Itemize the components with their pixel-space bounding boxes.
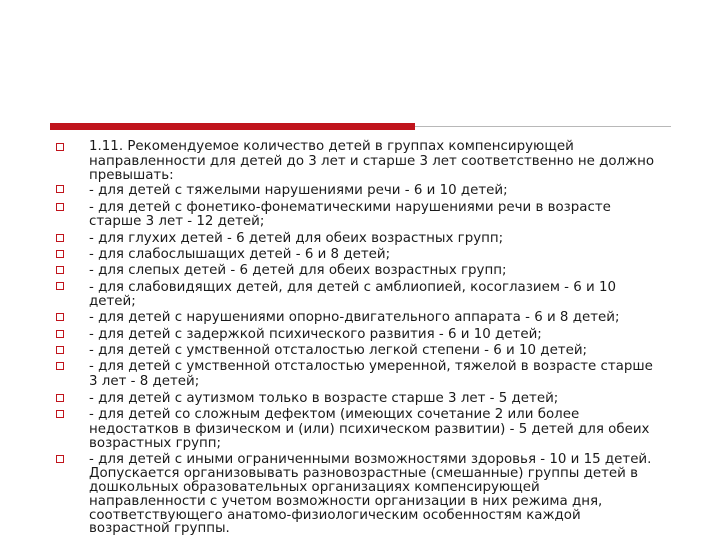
text-line: 1.11. Рекомендуемое количество детей в группах компенсирующей <box>89 139 574 154</box>
text-line: возрастной группы. <box>89 521 230 536</box>
text-line: - для детей с умственной отсталостью легкой степени - 6 и 10 детей; <box>89 343 588 358</box>
square-bullet-icon <box>56 455 64 463</box>
text-line: недостатков в физическом и (или) психическом развитии) - 5 детей для обеих <box>89 422 650 437</box>
text-line: - для детей с нарушениями опорно-двигательного аппарата - 6 и 8 детей; <box>89 310 620 325</box>
text-line: направленности для детей до 3 лет и старше 3 лет соответственно не должно <box>89 154 655 169</box>
square-bullet-icon <box>56 346 64 354</box>
text-line: соответствующего анатомо-физиологическим особенностям каждой <box>89 508 581 523</box>
text-line: - для детей со сложным дефектом (имеющих сочетание 2 или более <box>89 407 580 422</box>
text-line: 3 лет - 8 детей; <box>89 374 200 389</box>
square-bullet-icon <box>56 234 64 242</box>
text-line: - для детей с фонетико-фонематическими нарушениями речи в возрасте <box>89 200 611 215</box>
square-bullet-icon <box>56 203 64 211</box>
text-line: - для детей с аутизмом только в возрасте старше 3 лет - 5 детей; <box>89 391 559 406</box>
text-line: превышать: <box>89 168 174 183</box>
text-line: возрастных групп; <box>89 436 222 451</box>
text-line: дошкольных образовательных организациях компенсирующей <box>89 480 540 495</box>
text-line: - для слабовидящих детей, для детей с амблиопией, косоглазием - 6 и 10 <box>89 280 617 295</box>
text-line: - для слабослышащих детей - 6 и 8 детей; <box>89 247 391 262</box>
square-bullet-icon <box>56 394 64 402</box>
text-line: направленности с учетом возможности организации в них режима дня, <box>89 494 603 509</box>
square-bullet-icon <box>56 143 64 151</box>
text-line: - для детей с задержкой психического развития - 6 и 10 детей; <box>89 327 542 342</box>
text-line: - для детей с умственной отсталостью умеренной, тяжелой в возрасте старше <box>89 359 653 374</box>
square-bullet-icon <box>56 266 64 274</box>
square-bullet-icon <box>56 250 64 258</box>
text-line: старше 3 лет - 12 детей; <box>89 214 265 229</box>
square-bullet-icon <box>56 362 64 370</box>
square-bullet-icon <box>56 313 64 321</box>
text-line: - для детей с тяжелыми нарушениями речи - 6 и 10 детей; <box>89 183 508 198</box>
text-line: - для глухих детей - 6 детей для обеих возрастных групп; <box>89 231 504 246</box>
square-bullet-icon <box>56 282 64 290</box>
text-line: Допускается организовывать разновозрастные (смешанные) группы детей в <box>89 466 638 481</box>
square-bullet-icon <box>56 330 64 338</box>
square-bullet-icon <box>56 410 64 418</box>
text-line: - для детей с иными ограниченными возможностями здоровья - 10 и 15 детей. <box>89 452 652 467</box>
text-line: детей; <box>89 294 136 309</box>
square-bullet-icon <box>56 185 64 193</box>
text-line: - для слепых детей - 6 детей для обеих возрастных групп; <box>89 263 507 278</box>
